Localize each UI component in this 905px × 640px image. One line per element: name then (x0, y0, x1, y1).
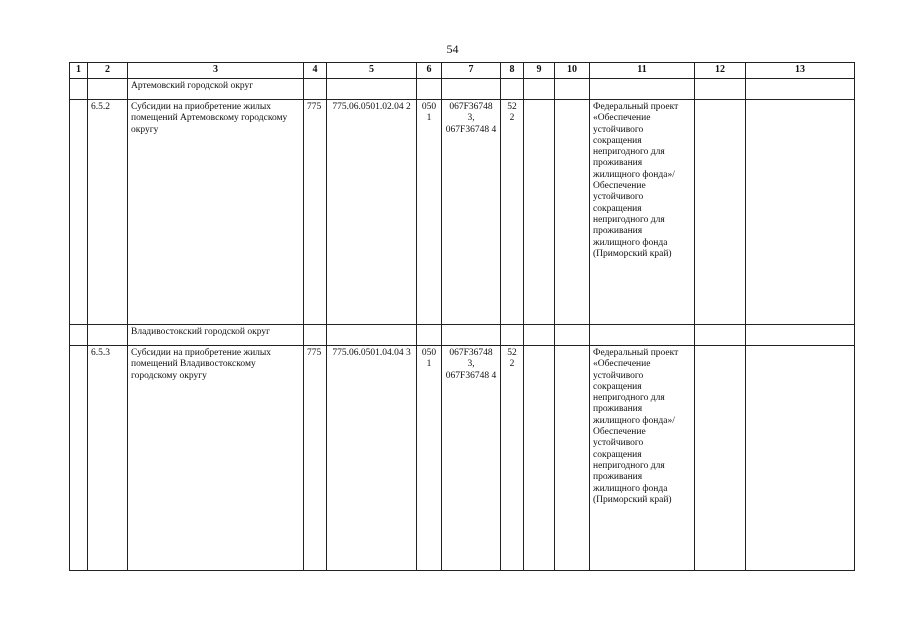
empty-cell (88, 325, 128, 346)
empty-cell (501, 79, 524, 100)
row-name: Субсидии на приобретение жилых помещений Артемовскому городскому округу (128, 100, 304, 325)
cell-col9 (524, 100, 555, 325)
empty-cell (70, 100, 88, 325)
empty-cell (327, 79, 417, 100)
column-header: 7 (442, 63, 501, 79)
empty-cell (746, 325, 855, 346)
cell-col11: Федеральный проект «Обеспечение устойчивого сокращения непригодного для проживания жилищного фонда»/ Обеспечение устойчивого сокращения непригодного для проживания жилищного фонда (Приморский край) (590, 346, 695, 571)
cell-col6: 050 1 (417, 346, 442, 571)
cell-col5: 775.06.0501.02.04 2 (327, 100, 417, 325)
cell-col5: 775.06.0501.04.04 3 (327, 346, 417, 571)
row-number: 6.5.2 (88, 100, 128, 325)
empty-cell (501, 325, 524, 346)
cell-col8: 52 2 (501, 100, 524, 325)
cell-col4: 775 (304, 346, 327, 571)
cell-col4: 775 (304, 100, 327, 325)
empty-cell (70, 346, 88, 571)
group-row (70, 325, 855, 346)
group-row (70, 79, 855, 100)
cell-col7: 067F36748 3, 067F36748 4 (442, 346, 501, 571)
column-header: 2 (88, 63, 128, 79)
column-header: 10 (555, 63, 590, 79)
empty-cell (524, 79, 555, 100)
cell-col12 (695, 346, 746, 571)
column-header: 13 (746, 63, 855, 79)
empty-cell (417, 79, 442, 100)
page-number: 54 (446, 42, 459, 56)
cell-col13 (746, 346, 855, 571)
cell-col13 (746, 100, 855, 325)
empty-cell (695, 325, 746, 346)
column-header: 8 (501, 63, 524, 79)
column-header: 4 (304, 63, 327, 79)
budget-table (69, 62, 855, 571)
empty-cell (555, 325, 590, 346)
cell-col10 (555, 100, 590, 325)
empty-cell (590, 325, 695, 346)
table-header-row (70, 63, 855, 79)
cell-col12 (695, 100, 746, 325)
column-header: 5 (327, 63, 417, 79)
empty-cell (88, 79, 128, 100)
empty-cell (442, 79, 501, 100)
row-number: 6.5.3 (88, 346, 128, 571)
empty-cell (304, 79, 327, 100)
cell-col8: 52 2 (501, 346, 524, 571)
empty-cell (695, 79, 746, 100)
cell-col10 (555, 346, 590, 571)
table-row (70, 100, 855, 325)
empty-cell (524, 325, 555, 346)
empty-cell (417, 325, 442, 346)
empty-cell (304, 325, 327, 346)
column-header: 3 (128, 63, 304, 79)
row-name: Субсидии на приобретение жилых помещений Владивостокскому городскому округу (128, 346, 304, 571)
empty-cell (555, 79, 590, 100)
column-header: 12 (695, 63, 746, 79)
cell-col9 (524, 346, 555, 571)
empty-cell (70, 325, 88, 346)
empty-cell (746, 79, 855, 100)
group-title: Владивостокский городской округ (128, 325, 304, 346)
empty-cell (327, 325, 417, 346)
column-header: 6 (417, 63, 442, 79)
column-header: 11 (590, 63, 695, 79)
cell-col11: Федеральный проект «Обеспечение устойчивого сокращения непригодного для проживания жилищного фонда»/ Обеспечение устойчивого сокращения непригодного для проживания жилищного фонда (Приморский край) (590, 100, 695, 325)
table-row (70, 346, 855, 571)
column-header: 9 (524, 63, 555, 79)
empty-cell (442, 325, 501, 346)
empty-cell (70, 79, 88, 100)
cell-col7: 067F36748 3, 067F36748 4 (442, 100, 501, 325)
group-title: Артемовский городской округ (128, 79, 304, 100)
cell-col6: 050 1 (417, 100, 442, 325)
column-header: 1 (70, 63, 88, 79)
empty-cell (590, 79, 695, 100)
